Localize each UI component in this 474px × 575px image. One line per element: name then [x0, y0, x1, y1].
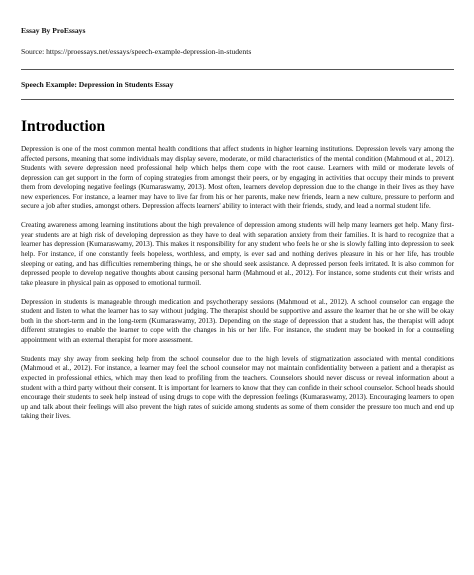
paragraph-3: Depression in students is manageable through medication and psychotherapy sessions (Mahmoud et al., 2012). A school counselor can engage the student and listen to what the learner has to say without judging. The therapist should be supportive and assure the learner that he or she will be okay both in the short-term and in the long-term (Kumaraswamy, 2013). Depending on the stage of depression that a student has, the therapist will adopt different strategies to enable the learner to cope with the changes in his or her life. For instance, the student may be booked in for a counseling appointment with an external therapist for more assessment.: [21, 297, 454, 344]
title-divider: [21, 99, 454, 100]
paragraph-4: Students may shy away from seeking help from the school counselor due to the high levels of stigmatization associated with mental conditions (Mahmoud et al., 2012). For instance, a learner may feel the school counselor may not maintain confidentiality between a patient and a therapist as expected in professional ethics, which may then lead to profiling from the teachers. Counselors should never discuss or reveal information about a student with a third party without their consent. It is important for learners to know that they can confide in their school counselor. School heads should encourage their students to seek help instead of using drugs to cope with the depression feelings (Kumaraswamy, 2013). Encouraging learners to open up and talk about their feelings will also prevent the high rates of suicide among students as some of them consider the pressure too much and end up taking their lives.: [21, 354, 454, 421]
section-heading: Introduction: [21, 118, 106, 135]
paragraph-2: Creating awareness among learning institutions about the high prevalence of depression among students will help many learners get help. Many first-year students are at high risk of developing depression as they have to deal with separation anxiety from their families. It is hard to recognize that a learner has depression (Kumaraswamy, 2013). This makes it responsibility for any student who feels he or she is slowly falling into depression to seek help. For instance, if one constantly feels hopeless, worthless, and empty, is ever sad and nothing derives pleasure in his or her life, has trouble sleeping or eating, and has difficulties remembering things, he or she should seek assistance. A depressed person feels irritated. It is also common for depressed people to develop negative thoughts about causing personal harm (Mahmoud et al., 2012). For instance, some students cut their wrists and take pleasure in physical pain as opposed to emotional turmoil.: [21, 221, 454, 287]
header-divider: [21, 69, 454, 70]
document-title: Speech Example: Depression in Students Essay: [21, 80, 174, 89]
document-body: [21, 145, 454, 431]
source-line: Source: https://proessays.net/essays/speech-example-depression-in-students: [21, 47, 252, 56]
header-brand: Essay By ProEssays: [21, 26, 86, 35]
paragraph-1: Depression is one of the most common mental health conditions that affect students in higher learning institutions. Depression levels vary among the affected persons, meaning that some individuals may display severe, moderate, or mild characteristics of the mental condition (Mahmoud et al., 2012). Students with severe depression need professional help which helps them cope with the root cause. Learners with mild or moderate levels of depression can get support in the form of coping strategies from amongst their peers, or by engaging in activities that occupy their minds to prevent them from developing negative feelings (Kumaraswamy, 2013). Most often, learners develop depression due to the change in their lives as they have new experiences. For instance, a learner may have to live far from his or her parents, make new friends, learn a new culture, pressure to perform and secure a job after studies, amongst others. Depression affects learners' ability to interact with their friends, study, and lead a normal student life.: [21, 145, 454, 211]
